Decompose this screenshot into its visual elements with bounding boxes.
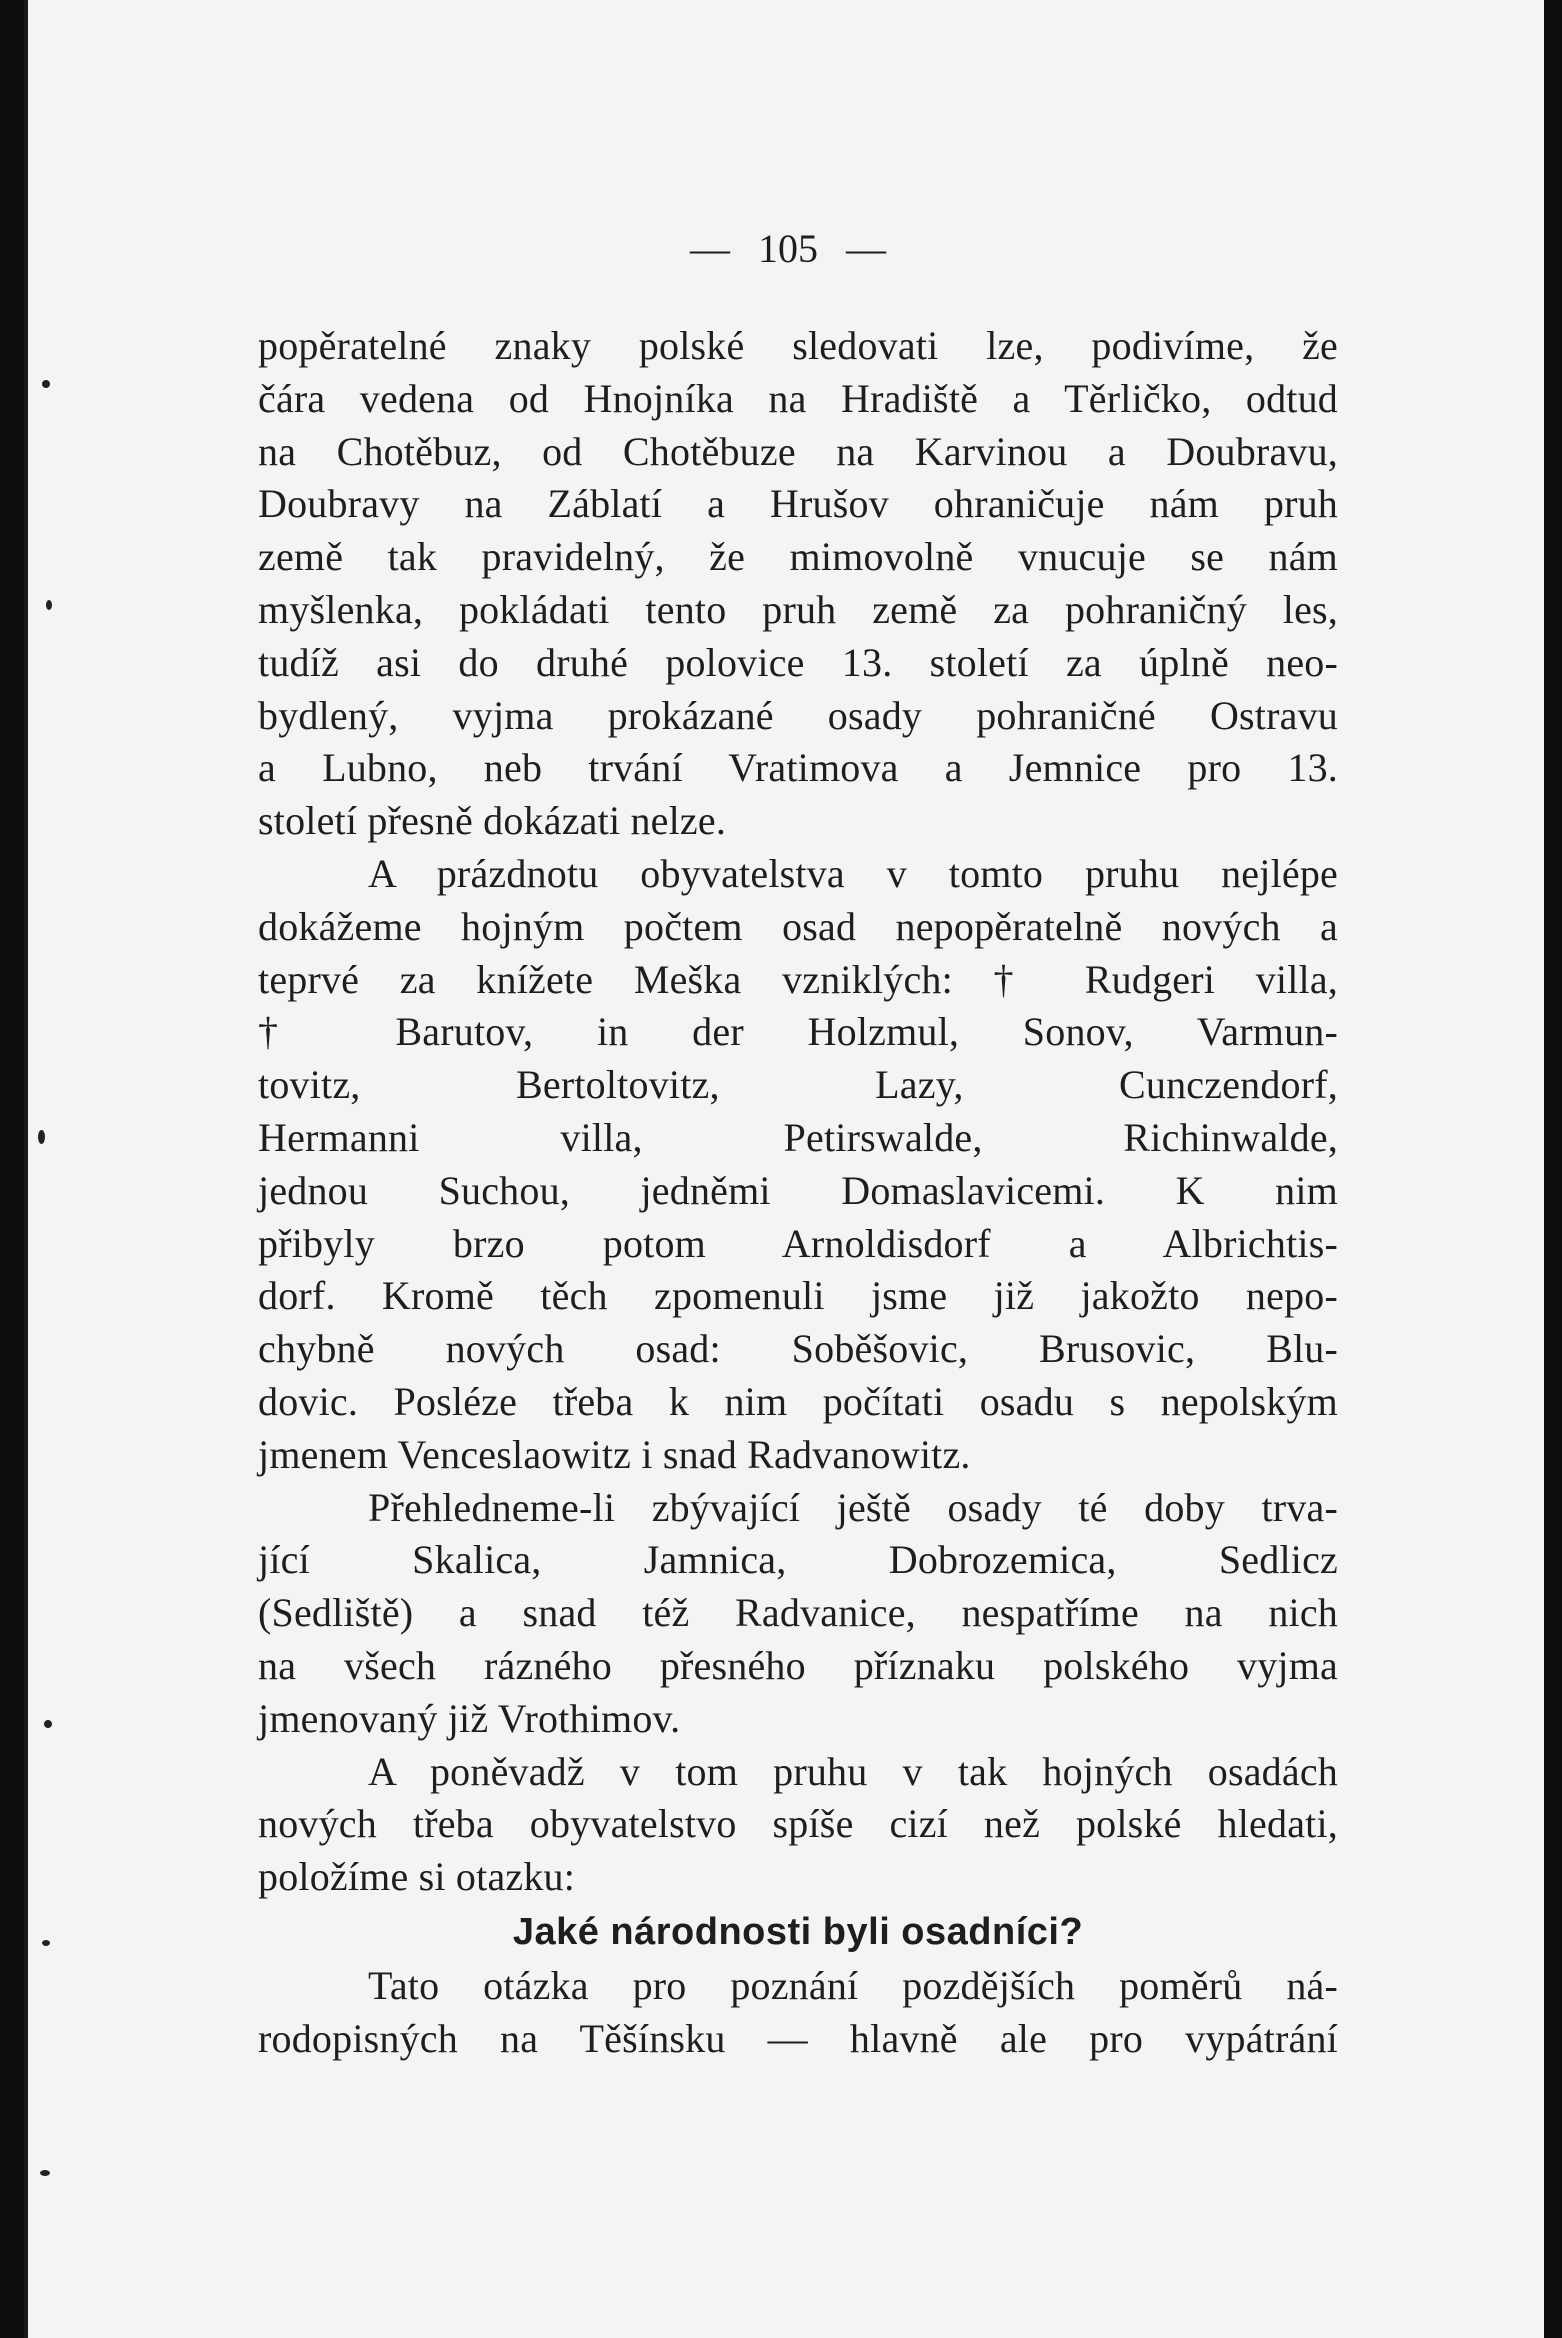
- text-line: jmenem Venceslaowitz i snad Radvanowitz.: [258, 1431, 971, 1477]
- text-line: země tak pravidelný, že mimovolně vnucuje se nám: [258, 534, 1338, 580]
- body-text: [258, 320, 1338, 2066]
- text-line: dovic. Posléze třeba k nim počítati osadu s nepolským: [258, 1378, 1338, 1424]
- text-line: položíme si otazku:: [258, 1854, 576, 1900]
- text-line: † Barutov, in der Holzmul, Sonov, Varmun-: [258, 1009, 1338, 1055]
- text-line: myšlenka, pokládati tento pruh země za pohraničný les,: [258, 586, 1338, 632]
- text-line: čára vedena od Hnojníka na Hradiště a Těrličko, odtud: [258, 375, 1338, 421]
- paragraph-start-line: Tato otázka pro poznání pozdějších poměrů ná-: [368, 1962, 1338, 2008]
- text-line: jednou Suchou, jedněmi Domaslavicemi. K nim: [258, 1167, 1338, 1213]
- text-line: (Sedliště) a snad též Radvanice, nespatříme na nich: [258, 1590, 1338, 1636]
- text-line: popěratelné znaky polské sledovati lze, podivíme, že: [258, 323, 1338, 368]
- text-line: Doubravy na Záblatí a Hrušov ohraničuje nám pruh: [258, 481, 1338, 527]
- text-line: tudíž asi do druhé polovice 13. století za úplně neo-: [258, 639, 1338, 685]
- text-line: Hermanni villa, Petirswalde, Richinwalde,: [258, 1114, 1338, 1160]
- paragraph-start-line: A prázdnotu obyvatelstva v tomto pruhu nejlépe: [368, 850, 1338, 896]
- book-page: [24, 0, 1544, 2338]
- text-line: bydlený, vyjma prokázané osady pohraničné Ostravu: [258, 692, 1338, 738]
- text-line: tovitz, Bertoltovitz, Lazy, Cunczendorf,: [258, 1062, 1338, 1108]
- text-line: století přesně dokázati nelze.: [258, 798, 727, 844]
- text-line: dorf. Kromě těch zpomenuli jsme již jakožto nepo-: [258, 1273, 1338, 1319]
- paragraph-start-line: Přehledneme-li zbývající ještě osady té doby trva-: [368, 1484, 1338, 1530]
- text-line: na Chotěbuz, od Chotěbuze na Karvinou a Doubravu,: [258, 428, 1338, 474]
- section-heading: Jaké národnosti byli osadníci?: [512, 1910, 1084, 1953]
- text-line: teprvé za knížete Meška vzniklých: † Rudgeri villa,: [258, 956, 1338, 1002]
- text-line: a Lubno, neb trvání Vratimova a Jemnice pro 13.: [258, 745, 1338, 791]
- text-line: nových třeba obyvatelstvo spíše cizí než polské hledati,: [258, 1801, 1338, 1847]
- text-line: rodopisných na Těšínsku — hlavně ale pro vypátrání: [258, 2015, 1338, 2061]
- text-line: přibyly brzo potom Arnoldisdorf a Albrichtis-: [258, 1220, 1338, 1266]
- text-line: dokážeme hojným počtem osad nepopěratelně nových a: [258, 903, 1338, 949]
- text-line: jmenovaný již Vrothimov.: [258, 1695, 681, 1741]
- text-line: na všech rázného přesného příznaku polského vyjma: [258, 1642, 1338, 1688]
- text-line: chybně nových osad: Soběšovic, Brusovic, Blu-: [258, 1326, 1338, 1372]
- page-number: — 105 —: [690, 226, 886, 271]
- paragraph-start-line: A poněvadž v tom pruhu v tak hojných osadách: [368, 1748, 1338, 1794]
- text-line: jící Skalica, Jamnica, Dobrozemica, Sedlicz: [258, 1537, 1338, 1583]
